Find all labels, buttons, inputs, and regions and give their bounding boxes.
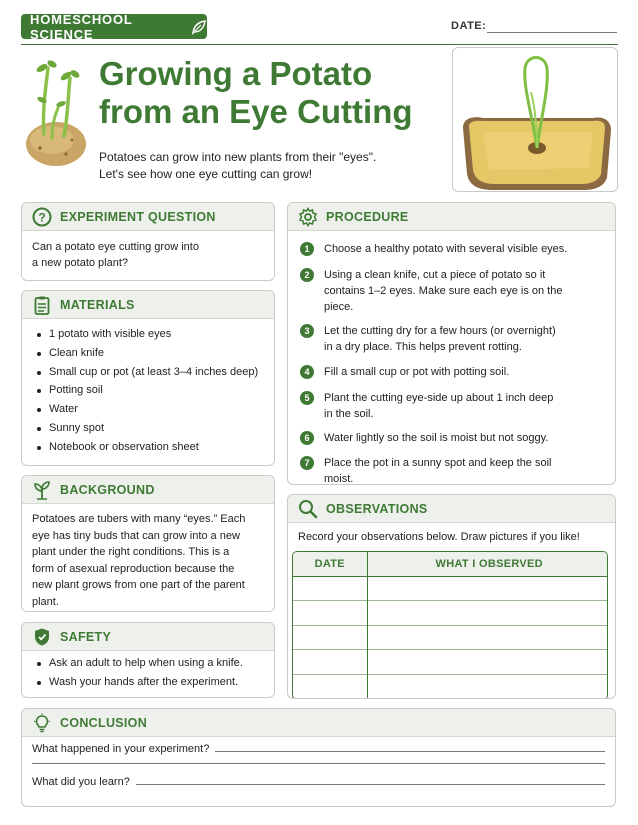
answer-line[interactable]	[136, 784, 605, 785]
page-title	[99, 55, 449, 131]
experiment-question-card	[21, 202, 275, 281]
safety-item: Ask an adult to help when using a knife.	[32, 654, 264, 673]
observations-table-frame	[292, 551, 608, 699]
step-text: Fill a small cup or pot with potting soil.	[324, 366, 510, 378]
materials-card	[21, 290, 275, 466]
date-cell[interactable]	[293, 625, 367, 650]
background-heading: BACKGROUND	[60, 482, 155, 497]
background-line: form of asexual reproduction because the	[32, 562, 235, 575]
leaf-icon	[191, 19, 207, 35]
magnifier-icon	[298, 499, 318, 519]
step-text: Plant the cutting eye-side up about 1 inch deep	[324, 392, 554, 404]
experiment-question-header	[22, 203, 274, 231]
background-line: eye has tiny buds that can grow into a new	[32, 529, 240, 542]
materials-item: Sunny spot	[32, 419, 264, 438]
background-card	[21, 475, 275, 612]
safety-card	[21, 622, 275, 698]
answer-line[interactable]	[215, 751, 605, 752]
step-number: 5	[300, 391, 314, 405]
materials-item: Clean knife	[32, 344, 264, 363]
procedure-step	[300, 267, 605, 315]
seedling-icon	[32, 480, 52, 500]
step-number: 1	[300, 242, 314, 256]
step-text: moist.	[324, 473, 354, 485]
conclusion-question-2: What did you learn?	[32, 776, 130, 788]
safety-item: Wash your hands after the experiment.	[32, 673, 264, 692]
procedure-step	[300, 364, 605, 380]
date-cell[interactable]	[293, 576, 367, 601]
potato-sprout-illustration	[22, 56, 92, 168]
procedure-step	[300, 430, 605, 446]
background-line: Potatoes are tubers with many “eyes.” Each	[32, 513, 246, 525]
procedure-step	[300, 390, 605, 422]
date-cell[interactable]	[293, 650, 367, 675]
answer-line[interactable]	[32, 763, 605, 764]
safety-header	[22, 623, 274, 651]
title-line-1: Growing a Potato	[99, 55, 373, 92]
safety-list	[22, 651, 274, 692]
conclusion-question-1: What happened in your experiment?	[32, 743, 210, 755]
subtitle-line-2: Let's see how one eye cutting can grow!	[99, 167, 313, 181]
date-cell[interactable]	[293, 674, 367, 699]
page-subtitle	[99, 149, 429, 183]
materials-header	[22, 291, 274, 319]
step-number: 2	[300, 268, 314, 282]
table-row[interactable]	[293, 650, 608, 675]
date-column-header: DATE	[293, 552, 367, 576]
materials-item: Potting soil	[32, 381, 264, 400]
step-text: Using a clean knife, cut a piece of potato so it	[324, 269, 546, 281]
procedure-step	[300, 241, 605, 257]
potato-cutting-photo	[452, 47, 618, 192]
step-text: Place the pot in a sunny spot and keep the soil	[324, 457, 552, 469]
table-row[interactable]	[293, 601, 608, 626]
observations-table	[293, 552, 608, 699]
title-line-2: from an Eye Cutting	[99, 93, 413, 130]
conclusion-question-row	[32, 743, 605, 755]
step-number: 3	[300, 324, 314, 338]
table-row[interactable]	[293, 576, 608, 601]
conclusion-question-row	[32, 776, 605, 788]
background-header	[22, 476, 274, 504]
header-divider	[21, 44, 618, 45]
series-banner	[21, 11, 207, 42]
step-number: 4	[300, 365, 314, 379]
experiment-question-heading: EXPERIMENT QUESTION	[60, 209, 216, 224]
procedure-step	[300, 323, 605, 355]
safety-heading: SAFETY	[60, 629, 112, 644]
observations-card	[287, 494, 616, 699]
procedure-step	[300, 455, 605, 485]
observed-column-header: WHAT I OBSERVED	[367, 552, 608, 576]
step-number: 7	[300, 456, 314, 470]
shield-icon	[32, 627, 52, 647]
observation-cell[interactable]	[367, 601, 608, 626]
question-line-1: Can a potato eye cutting grow into	[32, 241, 199, 253]
observation-cell[interactable]	[367, 650, 608, 675]
experiment-question-text	[22, 231, 274, 279]
lightbulb-icon	[32, 713, 52, 733]
gear-icon	[298, 207, 318, 227]
conclusion-card	[21, 708, 616, 807]
date-cell[interactable]	[293, 601, 367, 626]
conclusion-header	[22, 709, 615, 737]
background-line: plant under the right conditions. This is a	[32, 546, 230, 558]
observations-table-header	[293, 552, 608, 576]
date-label: DATE:	[451, 20, 487, 32]
observations-heading: OBSERVATIONS	[326, 501, 428, 516]
materials-list	[22, 319, 274, 457]
materials-heading: MATERIALS	[60, 297, 135, 312]
procedure-heading: PROCEDURE	[326, 209, 409, 224]
step-text: Water lightly so the soil is moist but not soggy.	[324, 432, 549, 444]
question-mark-icon	[32, 207, 52, 227]
materials-item: Small cup or pot (at least 3–4 inches deep)	[32, 363, 264, 382]
svg-text:?: ?	[38, 210, 46, 224]
banner-text: HOMESCHOOL SCIENCE	[30, 11, 133, 42]
step-text: piece.	[324, 301, 354, 313]
clipboard-icon	[32, 295, 52, 315]
background-text	[22, 504, 274, 612]
procedure-header	[288, 203, 615, 231]
conclusion-questions	[22, 737, 615, 788]
step-text: in the soil.	[324, 408, 374, 420]
observation-cell[interactable]	[367, 576, 608, 601]
subtitle-line-1: Potatoes can grow into new plants from their "eyes".	[99, 150, 377, 164]
step-text: contains 1–2 eyes. Make sure each eye is on the	[324, 285, 563, 297]
table-row[interactable]	[293, 674, 608, 699]
procedure-steps	[288, 231, 615, 485]
conclusion-heading: CONCLUSION	[60, 715, 148, 730]
background-line: new plant grows from one part of the parent	[32, 579, 245, 591]
step-number: 6	[300, 431, 314, 445]
observations-header	[288, 495, 615, 523]
materials-item: 1 potato with visible eyes	[32, 325, 264, 344]
step-text: in a dry place. This helps prevent rotting.	[324, 341, 522, 353]
table-row[interactable]	[293, 625, 608, 650]
background-line: plant.	[32, 595, 59, 608]
question-line-2: a new potato plant?	[32, 257, 129, 269]
observation-cell[interactable]	[367, 674, 608, 699]
observations-instruction: Record your observations below. Draw pictures if you like!	[298, 531, 580, 543]
conclusion-blank-row	[32, 763, 605, 767]
date-input-line[interactable]	[487, 32, 617, 33]
step-text: Choose a healthy potato with several visible eyes.	[324, 243, 568, 255]
materials-item: Notebook or observation sheet	[32, 438, 264, 457]
step-text: Let the cutting dry for a few hours (or overnight)	[324, 325, 556, 337]
materials-item: Water	[32, 400, 264, 419]
procedure-card	[287, 202, 616, 485]
observation-cell[interactable]	[367, 625, 608, 650]
